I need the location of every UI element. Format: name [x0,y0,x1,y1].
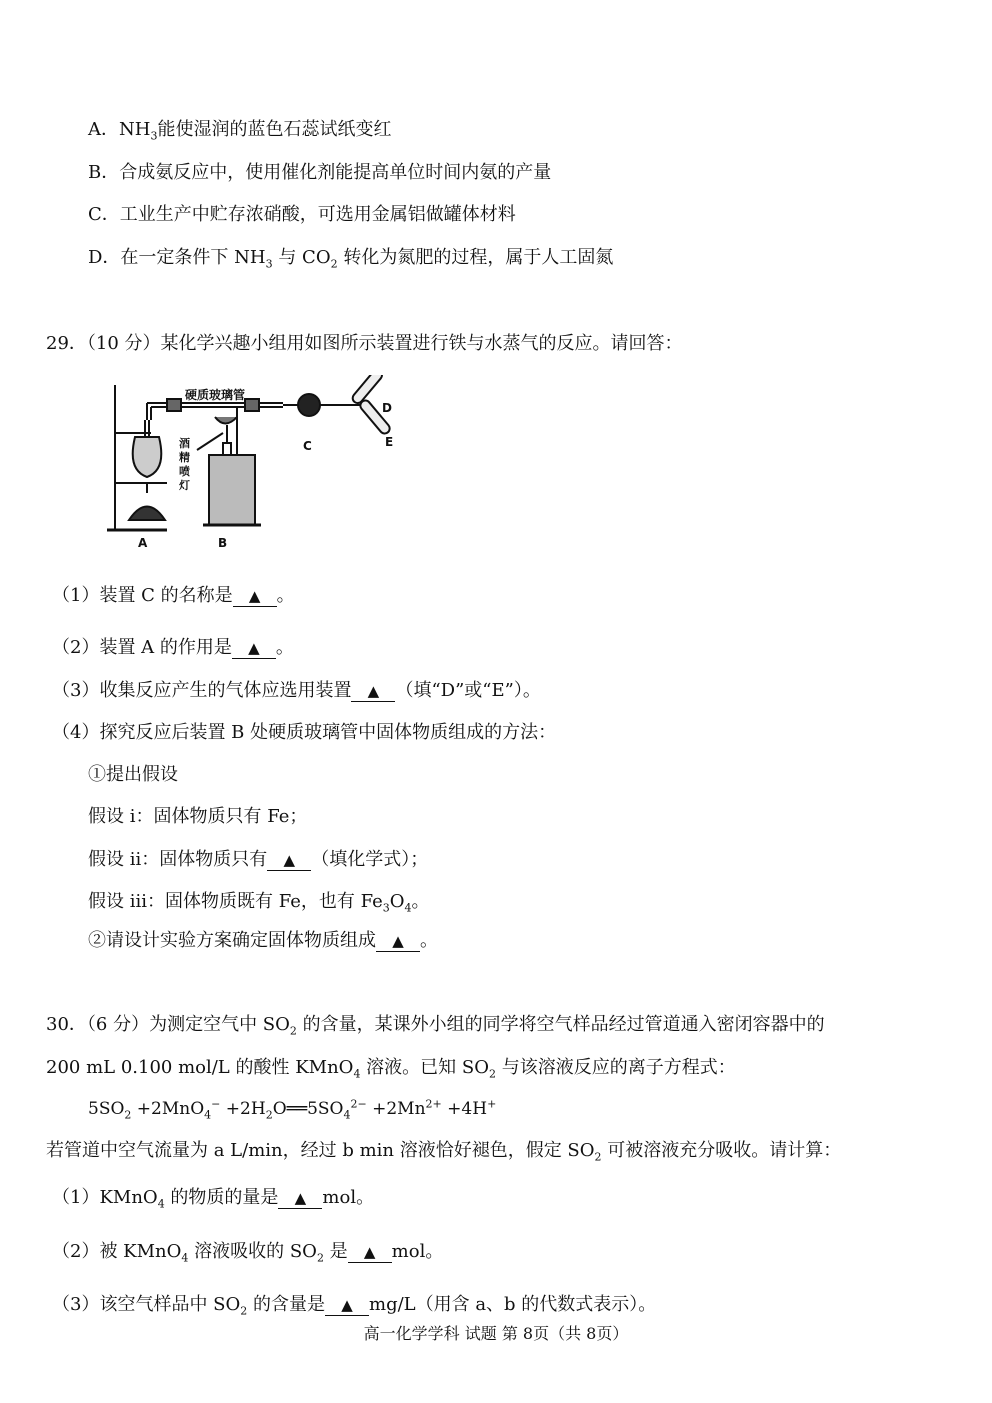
answer-blank[interactable]: ▲ [348,1242,392,1263]
q30-line-1: 30．（6 分）为测定空气中 $SO_2$ 的含量，某课外小组的同学将空气样品经过管道通入密闭容器中的 [46,1014,825,1038]
q30-part-2: （2）被 KMnO$_4$ 溶液吸收的 $SO_2$ 是 ▲ mol。 [52,1241,444,1265]
answer-blank[interactable]: ▲ [232,638,276,659]
q30-part-1: （1）KMnO$_4$ 的物质的量是 ▲ mol。 [52,1187,375,1211]
option-c: C．工业生产中贮存浓硝酸，可选用金属铝做罐体材料 [88,204,516,225]
option-d: D．在一定条件下 $NH_3$ 与 $CO_2$ 转化为氮肥的过程，属于人工固氮 [88,247,614,271]
hypothesis-2: 假设 ii：固体物质只有 ▲ （填化学式）； [88,849,429,870]
q29-part-3: （3）收集反应产生的气体应选用装置 ▲ （填“D”或“E”）。 [52,680,541,701]
hypothesis-3: 假设 iii：固体物质既有 Fe，也有 $Fe_3O_4$。 [88,891,430,915]
lamp-char-3: 喷 [179,465,190,478]
q29-header: 29．（10 分）某化学兴趣小组用如图所示装置进行铁与水蒸气的反应。请回答： [46,333,683,354]
label-d: D [382,401,392,415]
label-b: B [218,536,228,550]
option-b: B．合成氨反应中，使用催化剂能提高单位时间内氨的产量 [88,162,552,183]
label-c: C [303,439,312,453]
q29-step-1: ①提出假设 [88,764,178,785]
lamp-char-2: 精 [179,451,190,464]
answer-blank[interactable]: ▲ [325,1295,369,1316]
answer-blank[interactable]: ▲ [376,931,420,952]
lamp-char-1: 酒 [179,437,190,450]
apparatus-c [283,394,357,416]
apparatus-b [197,407,261,525]
answer-blank[interactable]: ▲ [267,850,311,871]
page-footer: 高一化学学科 试题 第 8页（共 8页） [363,1324,629,1343]
apparatus-figure [105,375,405,555]
label-e: E [385,435,394,449]
answer-blank[interactable]: ▲ [278,1188,322,1209]
q30-line-3: 若管道中空气流量为 a L/min，经过 b min 溶液恰好褪色，假定 $SO_2$ 可被溶液充分吸收。请计算： [46,1140,842,1164]
q29-part-2: （2）装置 A 的作用是 ▲ 。 [52,637,294,658]
q29-part-1: （1）装置 C 的名称是 ▲ 。 [52,585,295,606]
answer-blank[interactable]: ▲ [351,681,395,702]
hypothesis-1: 假设 i：固体物质只有 Fe； [88,806,308,827]
q29-step-2: ②请设计实验方案确定固体物质组成 ▲ 。 [88,930,438,951]
tube-label: 硬质玻璃管 [185,388,246,402]
q30-part-3: （3）该空气样品中 $SO_2$ 的含量是 ▲ mg/L（用含 a、b 的代数式表示）。 [52,1294,657,1318]
q29-part-4: （4）探究反应后装置 B 处硬质玻璃管中固体物质组成的方法： [52,722,557,743]
lamp-char-4: 灯 [179,479,190,492]
option-a: A．$NH_3$能使湿润的蓝色石蕊试纸变红 [88,119,392,143]
answer-blank[interactable]: ▲ [233,586,277,607]
ionic-equation: $5SO_2 +2MnO_4^-$ $+2H_2O══5SO_4^{2-} +2Mn^{2+} +4H^+$ [88,1097,497,1122]
label-a: A [138,536,148,550]
q30-line-2: 200 mL 0.100 mol/L 的酸性 KMnO$_4$ 溶液。已知 $SO_2$ 与该溶液反应的离子方程式： [46,1057,736,1081]
